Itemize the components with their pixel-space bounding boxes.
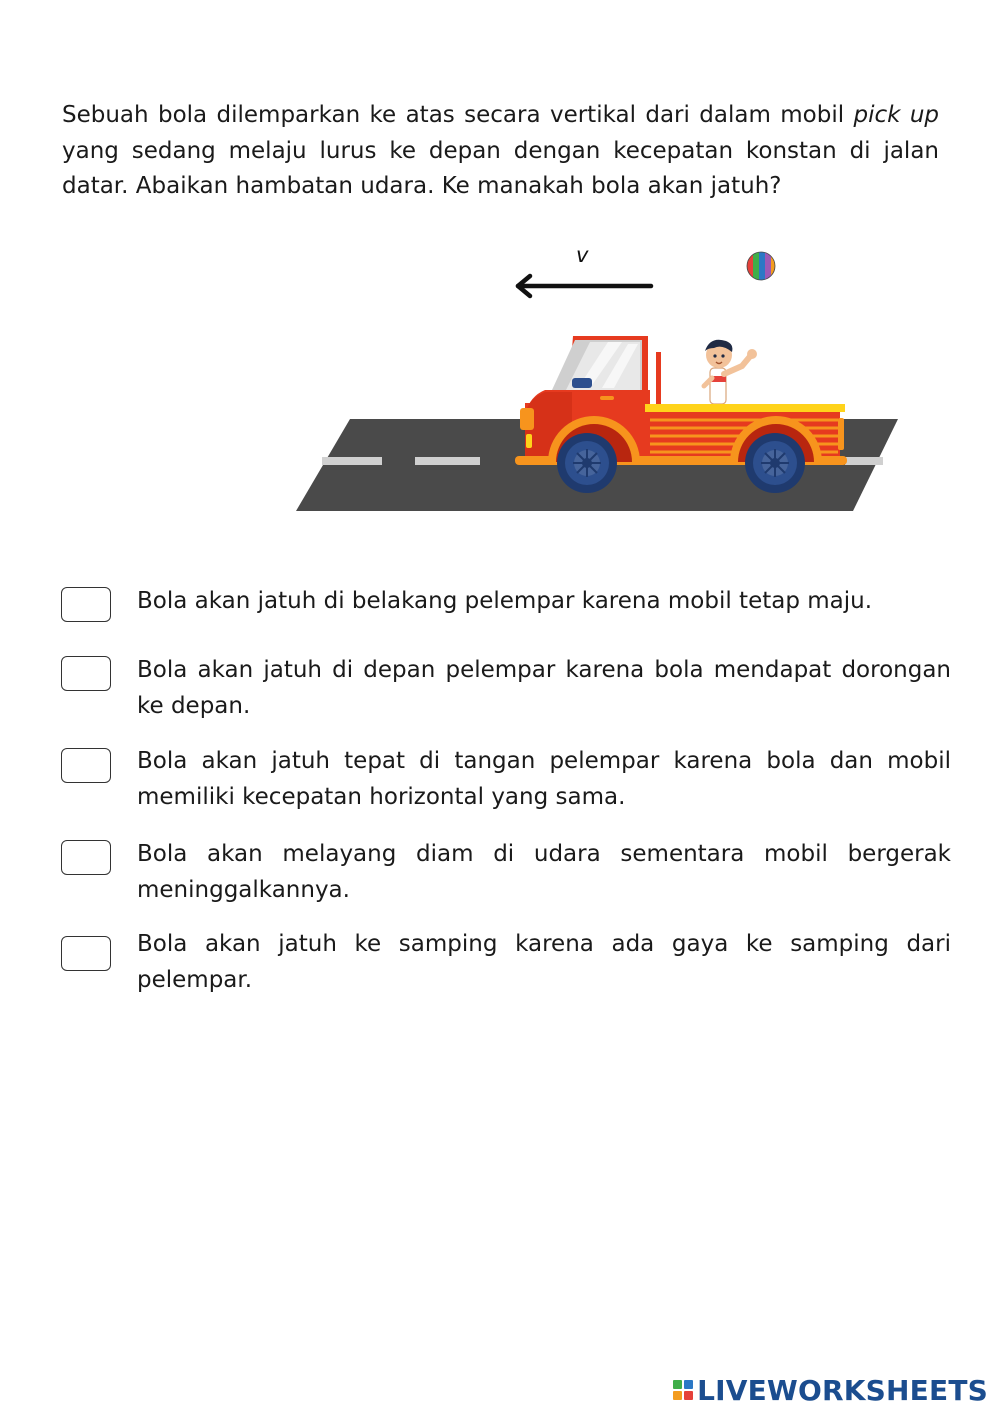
- velocity-arrow: [518, 276, 651, 296]
- option-label-1: Bola akan jatuh di belakang pelempar karena mobil tetap maju.: [137, 588, 873, 614]
- question-text-italic: pick up: [853, 102, 939, 128]
- checkbox-option-2[interactable]: [61, 656, 111, 691]
- option-label-2: Bola akan jatuh di depan pelempar karena bola mendapat dorongan ke depan.: [137, 657, 951, 719]
- checkbox-option-4[interactable]: [61, 840, 111, 875]
- checkbox-option-5[interactable]: [61, 936, 111, 971]
- option-label-3: Bola akan jatuh tepat di tangan pelempar karena bola dan mobil memiliki kecepatan horizontal yang sama.: [137, 748, 951, 810]
- road-marking: [322, 457, 382, 465]
- question-text: [62, 98, 939, 205]
- footer-brand: [673, 1372, 988, 1408]
- option-label-4: Bola akan melayang diam di udara sementara mobil bergerak meninggalkannya.: [137, 841, 951, 903]
- illustration-pickup-truck: [290, 238, 910, 520]
- velocity-label: v: [576, 243, 589, 267]
- road-marking: [415, 457, 480, 465]
- front-wheel: [557, 433, 617, 493]
- checkbox-option-1[interactable]: [61, 587, 111, 622]
- illustration-svg: [290, 238, 910, 520]
- boy-thrower: [704, 340, 757, 404]
- checkbox-option-3[interactable]: [61, 748, 111, 783]
- brand-name: LIVEWORKSHEETS: [697, 1373, 988, 1407]
- road-marking: [845, 457, 883, 465]
- question-text-start: Sebuah bola dilemparkan ke atas secara vertikal dari dalam mobil: [62, 102, 854, 128]
- liveworksheets-logo-icon: [673, 1380, 693, 1400]
- question-text-end: yang sedang melaju lurus ke depan dengan kecepatan konstan di jalan datar. Abaikan hambatan udara. Ke manakah bola akan jatuh?: [62, 137, 939, 199]
- rear-wheel: [745, 433, 805, 493]
- ball-icon: [745, 250, 779, 282]
- option-label-5: Bola akan jatuh ke samping karena ada gaya ke samping dari pelempar.: [137, 931, 951, 993]
